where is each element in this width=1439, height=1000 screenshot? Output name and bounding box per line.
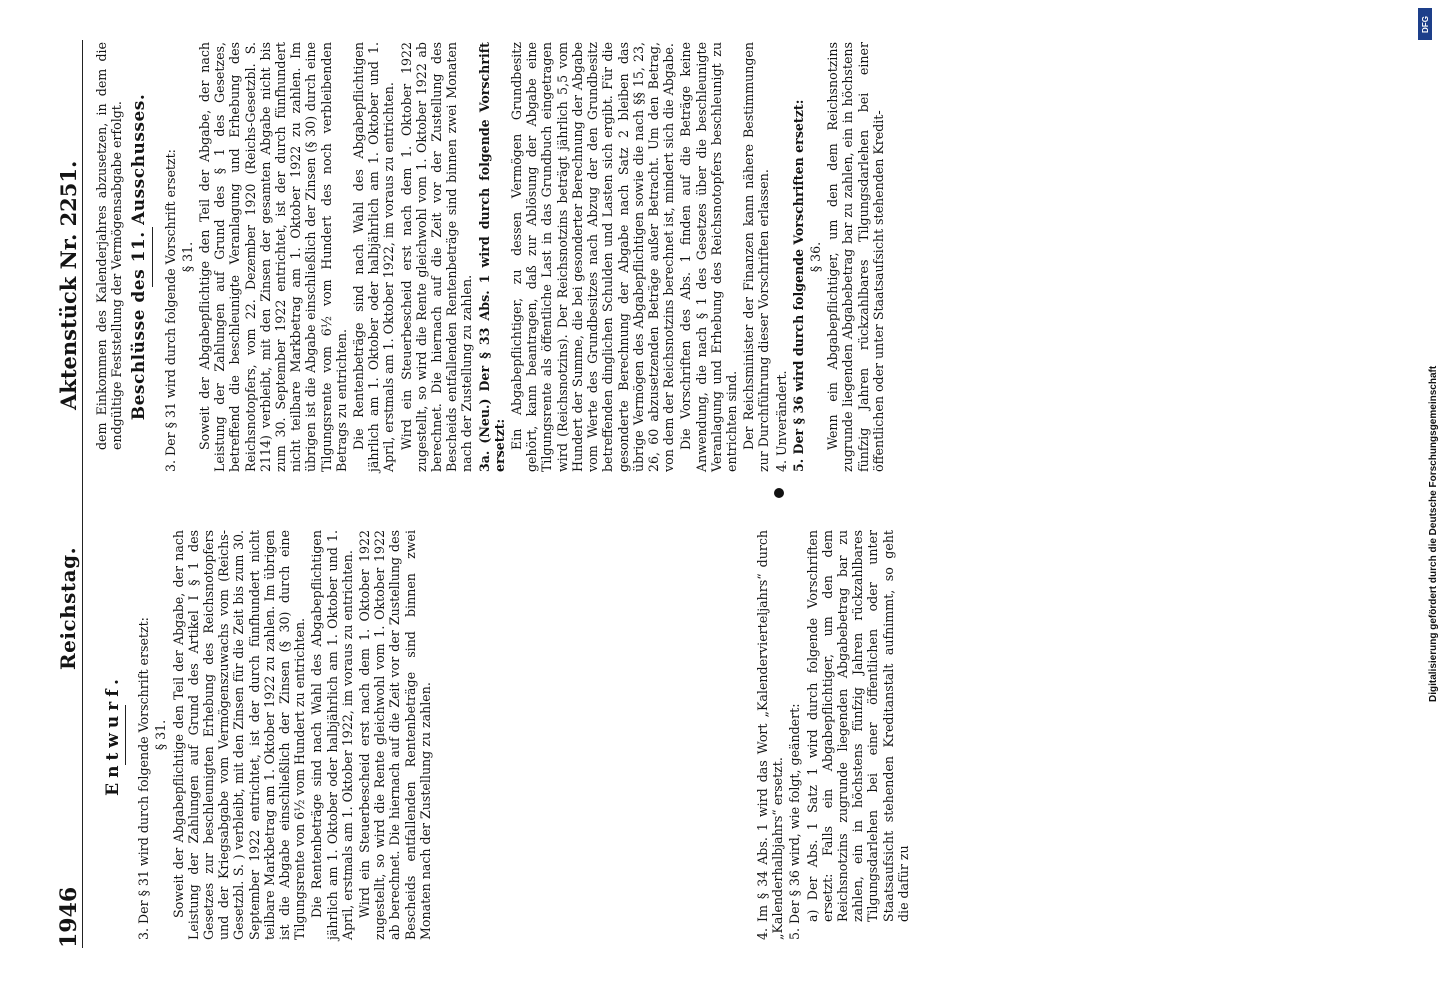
header-document-number: Aktenstück Nr. 2251. bbox=[56, 160, 81, 410]
left-item-5: 5. Der § 36 wird, wie folgt, geändert: bbox=[787, 703, 803, 940]
digitization-credit: Digitalisierung gefördert durch die Deutsche Forschungsgemeinschaft bbox=[1428, 365, 1439, 702]
left-column-draft bbox=[98, 530, 913, 940]
dfg-logo: DFG bbox=[1418, 8, 1432, 40]
right-paragraph-sign: § 31. bbox=[179, 241, 195, 273]
right-paragraph-sign-36: § 36. bbox=[807, 241, 823, 273]
right-item-3: 3. Der § 31 wird durch folgende Vorschrift ersetzt: bbox=[162, 149, 178, 472]
right-item-5: 5. Der § 36 wird durch folgende Vorschriften ersetzt: bbox=[790, 99, 806, 472]
left-item-5a: a) Der Abs. 1 Satz 1 wird durch folgende Vorschriften ersetzt: Falls ein Abgabepflichtiger, um den dem Reichsnotzins zugrunde liegenden Abgabebetrag bar zu zahlen, ein in höchstens fünfzig Jahren rückzahlbares Tilgungsdarlehen bei einer öffentlichen oder unter Staatsaufsicht stehenden Kreditanstalt aufnimmt, so geht die dafür zu bbox=[804, 530, 911, 922]
header-reichstag: Reichstag. bbox=[56, 546, 80, 670]
left-title-rule bbox=[125, 705, 126, 765]
right-paragraph-6: Der Reichsminister der Finanzen kann nähere Bestimmungen zur Durchführung dieser Vorschriften erlassen. bbox=[741, 42, 772, 472]
bullet-mark bbox=[774, 488, 784, 498]
right-paragraph-3: Wird ein Steuerbescheid erst nach dem 1. Oktober 1922 zugestellt, so wird die Rente gleichwohl vom 1. Oktober 1922 ab berechnet. Die hiernach auf die Zeit vor der Zustellung des Bescheids entfallenden Rentenbeträge sind binnen zwei Monaten nach der Zustellung zu zahlen. bbox=[398, 42, 475, 472]
header-rule bbox=[82, 40, 83, 948]
right-title-rule bbox=[152, 227, 153, 287]
right-item-4: 4. Unverändert. bbox=[773, 370, 789, 472]
right-column-committee bbox=[94, 42, 888, 472]
right-paragraph-5: Die Vorschriften des Abs. 1 finden auf die Beträge keine Anwendung, die nach § 1 des Gesetzes über die beschleunigte Veranlagung und Erhebung des Reichsnotopfers beschleunigt zu entrichten sind. bbox=[678, 42, 739, 472]
right-paragraph-2: Die Rentenbeträge sind nach Wahl des Abgabepflichtigen jährlich am 1. Oktober oder halbjährlich am 1. Oktober und 1. April, erstmals am 1. Oktober 1922, im voraus zu entrichten. bbox=[351, 42, 397, 472]
left-item-4: 4. Im § 34 Abs. 1 wird das Wort „Kalendervierteljahrs“ durch „Kalenderhalbjahrs“ ersetzt. bbox=[755, 530, 786, 940]
right-column-title: Beschlüsse des 11. Ausschusses. bbox=[129, 93, 150, 421]
right-paragraph-7: Wenn ein Abgabepflichtiger, um den dem Reichsnotzins zugrunde liegenden Abgabebetrag bar zu zahlen, ein in höchstens fünfzig Jahren rückzahlbares Tilgungsdarlehen bei einer öffentlichen oder unter Staatsaufsicht stehenden Kredit- bbox=[825, 42, 886, 472]
left-item-3: 3. Der § 31 wird durch folgende Vorschrift ersetzt: bbox=[136, 617, 152, 940]
left-column-title: Entwurf. bbox=[103, 674, 123, 796]
left-paragraph-3: Wird ein Steuerbescheid erst nach dem 1. Oktober 1922 zugestellt, so wird die Rente gleichwohl vom 1. Oktober 1922 ab berechnet. Die hiernach auf die Zeit vor der Zustellung des Bescheids entfallenden Rentenbeträge sind binnen zwei Monaten nach der Zustellung zu zahlen. bbox=[357, 530, 433, 940]
right-item-3a: 3a. (Neu.) Der § 33 Abs. 1 wird durch folgende Vorschrift ersetzt: bbox=[476, 42, 507, 472]
right-item-4-wrapper bbox=[774, 42, 789, 472]
left-paragraph-1: Soweit der Abgabepflichtige den Teil der Abgabe, der nach Leistung der Zahlungen auf Grund des Artikel I § 1 des Gesetzes zur beschleunigten Erhebung des Reichsnotopfers und der Kriegsabgabe vom Vermögenszuwachs vom (Reichs-Gesetzbl. S. ) verbleibt, mit den Zinsen für die Zeit bis zum 30. September 1922 entrichtet, ist der durch fünfhundert nicht teilbare Markbetrag am 1. Oktober 1922 zu zahlen. Im übrigen ist die Abgabe einschließlich der Zinsen (§ 30) durch eine Tilgungsrente von 6½ vom Hundert zu entrichten. bbox=[170, 530, 308, 940]
right-paragraph-1: Soweit der Abgabepflichtige den Teil der Abgabe, der nach Leistung der Zahlungen auf Grund des § 1 des Gesetzes, betreffend die beschleunigte Veranlagung und Erhebung des Reichsnotopfers, vom 22. Dezember 1920 (Reichs-Gesetzbl. S. 2114) verbleibt, mit den Zinsen der gesamten Abgabe nicht bis zum 30. September 1922 entrichtet, ist der durch fünfhundert nicht teilbare Markbetrag am 1. Oktober 1922 zu zahlen. Im übrigen ist die Abgabe einschließlich der Zinsen (§ 30) durch eine Tilgungsrente vom 6½ vom Hundert des noch verbleibenden Betrags zu entrichten. bbox=[197, 42, 349, 472]
right-paragraph-intro: dem Einkommen des Kalenderjahres abzusetzen, in dem die endgültige Feststellung der Vermögensabgabe erfolgt. bbox=[94, 42, 125, 450]
left-paragraph-sign: § 31. bbox=[153, 719, 169, 751]
left-paragraph-2: Die Rentenbeträge sind nach Wahl des Abgabepflichtigen jährlich am 1. Oktober oder halbjährlich am 1. Oktober und 1. April, erstmals am 1. Oktober 1922, im voraus zu entrichten. bbox=[309, 530, 355, 940]
page-number: 1946 bbox=[56, 886, 82, 948]
right-paragraph-4: Ein Abgabepflichtiger, zu dessen Vermögen Grundbesitz gehört, kann beantragen, daß zur Ablösung der Abgabe eine Tilgungsrente als öffentliche Last in das Grundbuch eingetragen wird (Reichsnotzins). Der Reichsnotzins beträgt jährlich 5,5 vom Hundert der Summe, die bei gesonderter Berechnung der Abgabe vom Werte des Grundbesitzes nach Abzug der den Grundbesitz betreffenden dinglichen Schulden und Lasten sich ergibt. Für die gesonderte Berechnung der Abgabe nach Satz 2 bleiben das übrige Vermögen des Abgabepflichtigen sowie die nach §§ 15, 23, 26, 60 abzusetzenden Beträge außer Betracht. Um den Betrag, von dem der Reichsnotzins berechnet ist, mindert sich die Abgabe. bbox=[509, 42, 677, 472]
